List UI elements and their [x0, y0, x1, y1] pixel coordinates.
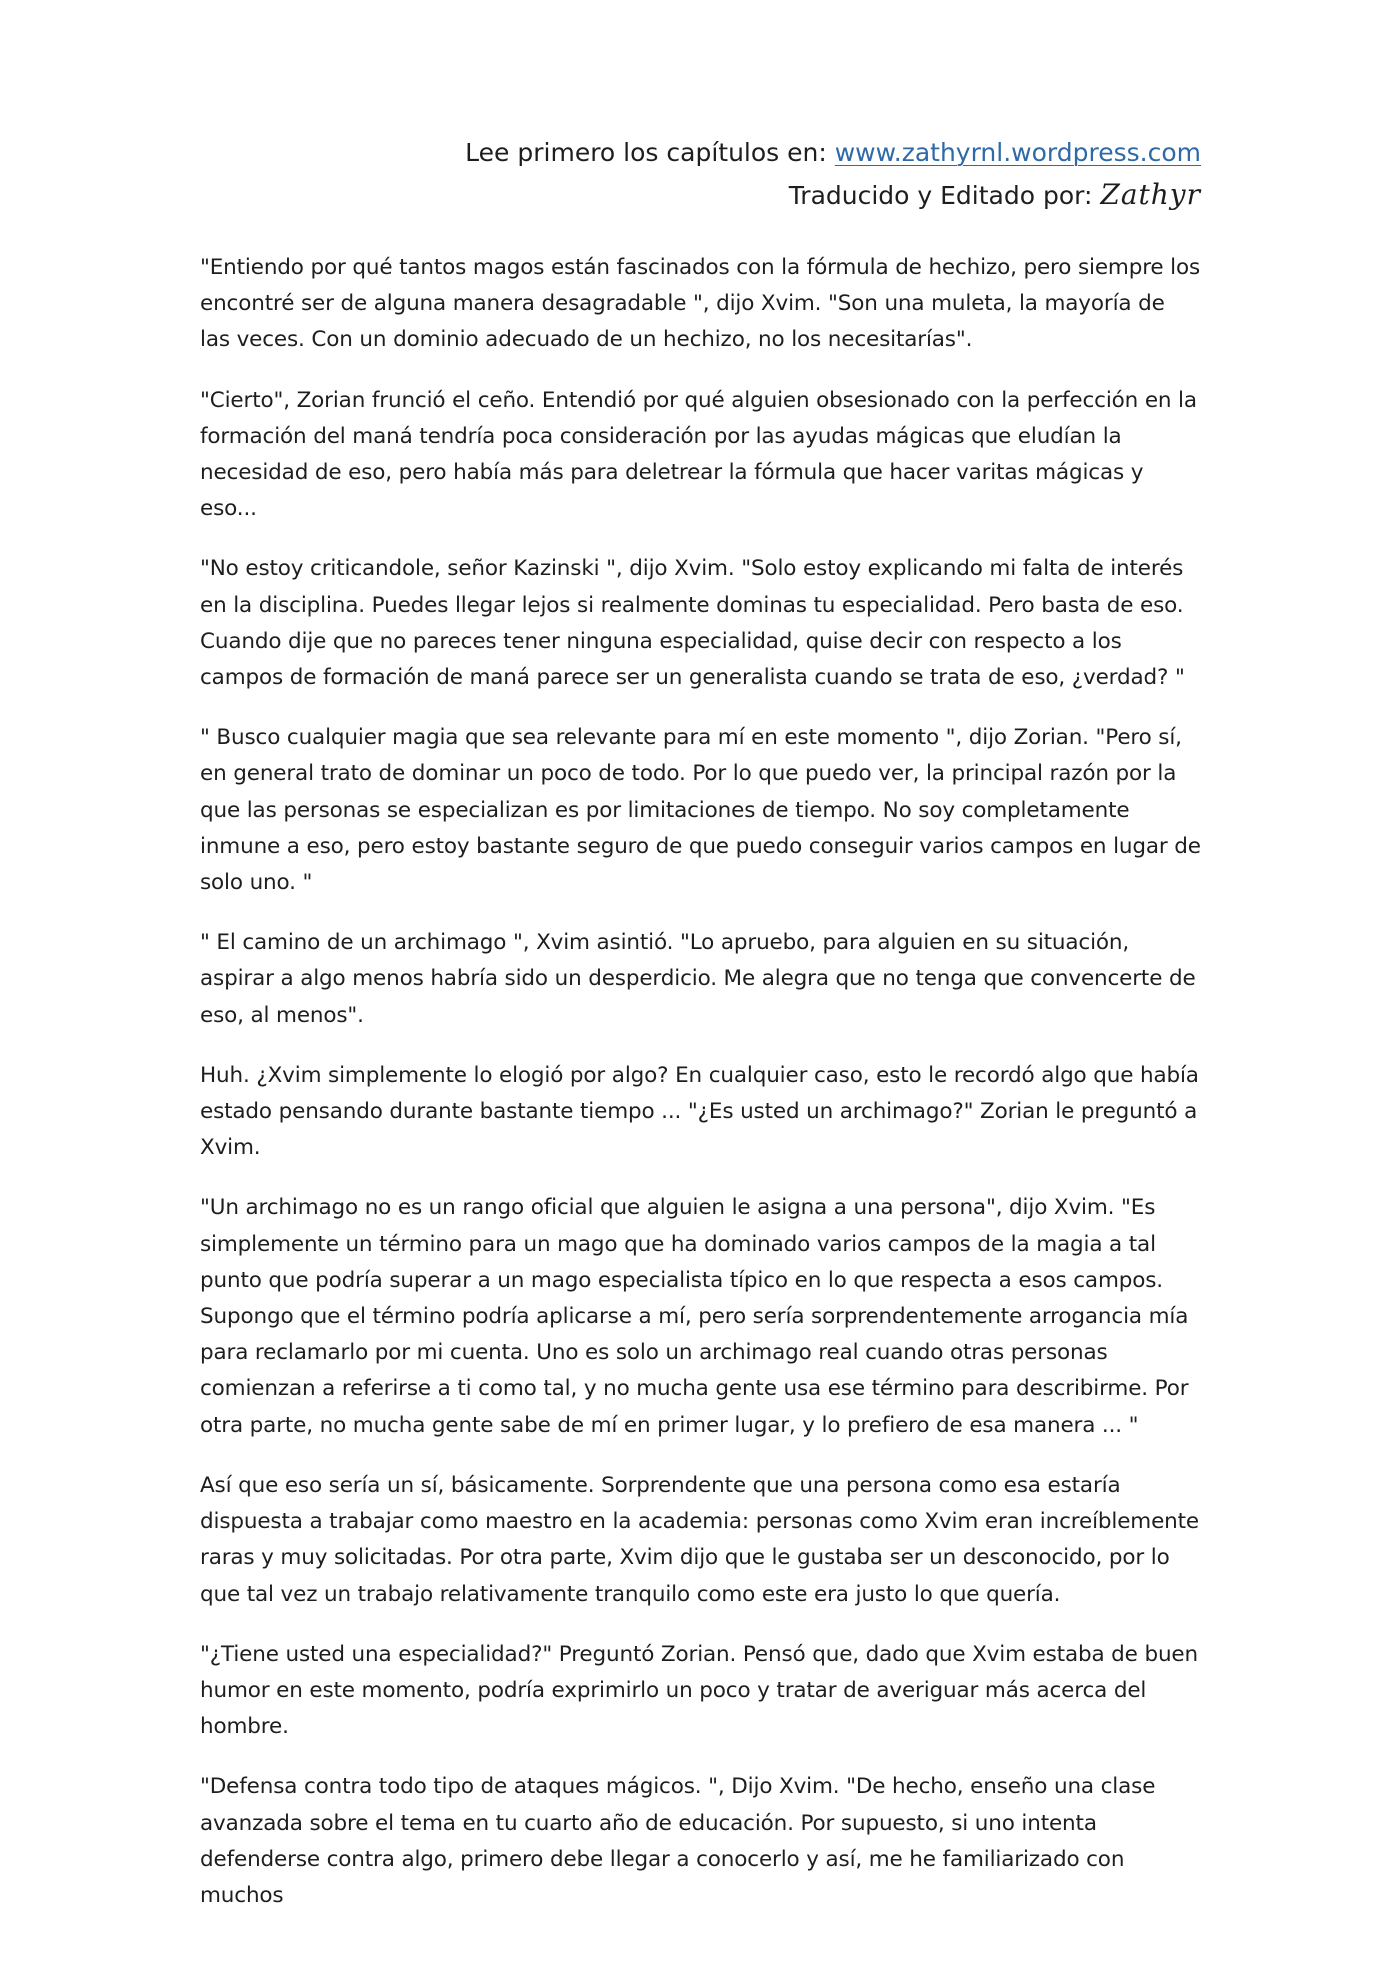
chapter-text — [200, 250, 1201, 1938]
header-read-first-text: Lee primero los capítulos en: — [465, 138, 835, 167]
translator-signature: Zathyr — [1100, 178, 1201, 211]
paragraph: Así que eso sería un sí, básicamente. Sorprendente que una persona como esa estaría dispuesta a trabajar como maestro en la academia: personas como Xvim eran increíblemente raras y muy solicitadas. Por otra parte, Xvim dijo que le gustaba ser un desconocido, por lo que tal vez un trabajo relativamente tranquilo como este era justo lo que quería. — [200, 1472, 1200, 1607]
paragraph: "No estoy criticandole, señor Kazinski ", dijo Xvim. "Solo estoy explicando mi falta de interés en la disciplina. Puedes llegar lejos si realmente dominas tu especialidad. Pero basta de eso. Cuando dije que no pareces tener ninguna especialidad, quise decir con respecto a los campos de formación de maná parece ser un generalista cuando se trata de eso, ¿verdad? " — [200, 556, 1185, 691]
wordpress-link[interactable]: www.zathyrnl.wordpress.com — [834, 138, 1201, 167]
paragraph: Huh. ¿Xvim simplemente lo elogió por algo? En cualquier caso, esto le recordó algo que había estado pensando durante bastante tiempo ... "¿Es usted un archimago?" Zorian le preguntó a Xvim. — [200, 1062, 1199, 1161]
paragraph: "¿Tiene usted una especialidad?" Preguntó Zorian. Pensó que, dado que Xvim estaba de buen humor en este momento, podría exprimirlo un poco y tratar de averiguar más acerca del hombre. — [200, 1641, 1198, 1740]
page-header — [465, 132, 1201, 217]
paragraph: "Defensa contra todo tipo de ataques mágicos. ", Dijo Xvim. "De hecho, enseño una clase avanzada sobre el tema en tu cuarto año de educación. Por supuesto, si uno intenta defenderse contra algo, primero debe llegar a conocerlo y así, me he familiarizado con muchos — [200, 1774, 1156, 1908]
paragraph: " El camino de un archimago ", Xvim asintió. "Lo apruebo, para alguien en su situación, aspirar a algo menos habría sido un desperdicio. Me alegra que no tenga que convencerte de eso, al menos". — [200, 930, 1196, 1028]
header-translator-text: Traducido y Editado por: — [788, 181, 1101, 210]
header-read-first-line — [465, 132, 1201, 174]
paragraph: "Un archimago no es un rango oficial que alguien le asigna a una persona", dijo Xvim. "Es simplemente un término para un mago que ha dominado varios campos de la magia a tal punto que podría superar a un mago especialista típico en lo que respecta a esos campos. Supongo que el término podría aplicarse a mí, pero sería sorprendentemente arrogancia mía para reclamarlo por mi cuenta. Uno es solo un archimago real cuando otras personas comienzan a referirse a ti como tal, y no mucha gente usa ese término para describirme. Por otra parte, no mucha gente sabe de mí en primer lugar, y lo prefiero de esa manera ... " — [200, 1195, 1189, 1438]
paragraph: " Busco cualquier magia que sea relevante para mí en este momento ", dijo Zorian. "Pero sí, en general trato de dominar un poco de todo. Por lo que puedo ver, la principal razón por la que las personas se especializan es por limitaciones de tiempo. No soy completamente inmune a eso, pero estoy bastante seguro de que puedo conseguir varios campos en lugar de solo uno. " — [200, 725, 1201, 896]
paragraph: "Cierto", Zorian frunció el ceño. Entendió por qué alguien obsesionado con la perfección en la formación del maná tendría poca consideración por las ayudas mágicas que eludían la necesidad de eso, pero había más para deletrear la fórmula que hacer varitas mágicas y eso... — [200, 387, 1197, 522]
header-translator-line — [465, 174, 1201, 217]
paragraph: "Entiendo por qué tantos magos están fascinados con la fórmula de hechizo, pero siempre los encontré ser de alguna manera desagradable ", dijo Xvim. "Son una muleta, la mayoría de las veces. Con un dominio adecuado de un hechizo, no los necesitarías". — [200, 255, 1201, 353]
